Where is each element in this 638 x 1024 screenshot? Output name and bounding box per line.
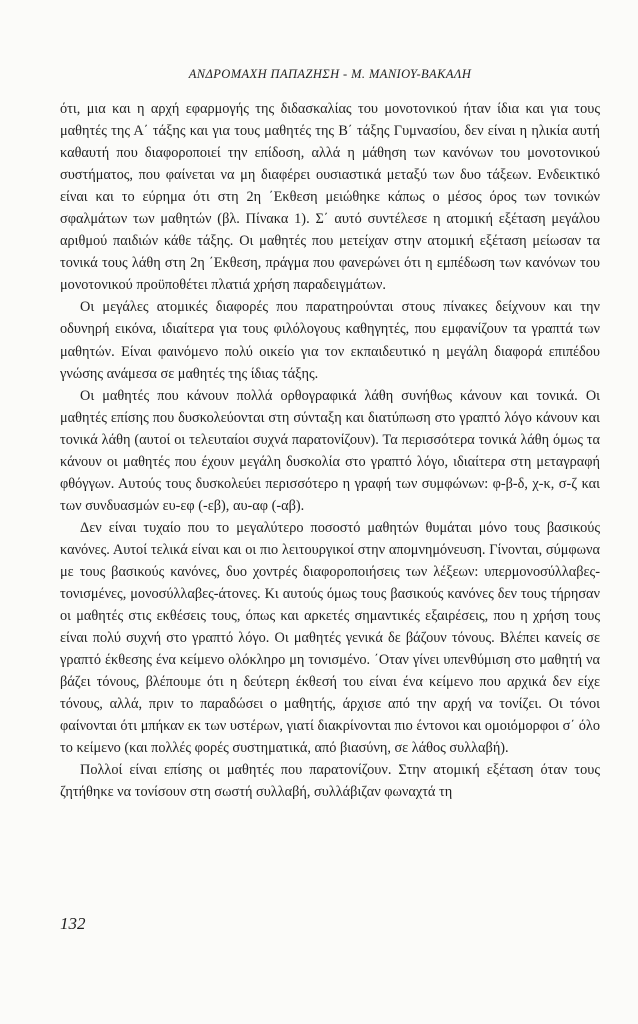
- paragraph: Οι μεγάλες ατομικές διαφορές που παρατηρούνται στους πίνακες δείχνουν και την οδυνηρή εικόνα, ιδιαίτερα για τους φιλόλογους καθηγητές, που εμφανίζουν τα γραπτά των μαθητών. Είναι φαινόμενο πολύ οικείο για τον εκπαιδευτικό η μεγάλη διαφορά επιπέδου γνώσης ανάμεσα σε μαθητές της ίδιας τάξης.: [60, 299, 600, 382]
- body-text: [60, 98, 600, 804]
- page-number: 132: [60, 914, 86, 933]
- paragraph: Πολλοί είναι επίσης οι μαθητές που παρατονίζουν. Στην ατομική εξέταση όταν τους ζητήθηκε να τονίσουν στη σωστή συλλαβή, συλλάβιζαν φωναχτά τη: [60, 762, 600, 801]
- paragraph: Οι μαθητές που κάνουν πολλά ορθογραφικά λάθη συνήθως κάνουν και τονικά. Οι μαθητές επίσης που δυσκολεύονται στη σύνταξη και διατύπωση στο γραπτό λόγο κάνουν και τονικά λάθη (αυτοί οι τελευταίοι συχνά παρατονίζουν). Τα περισσότερα τονικά λάθη όμως τα κάνουν οι μαθητές που έχουν μεγάλη δυσκολία στο γραπτό λόγο, ιδιαίτερα στη μεταγραφή φθόγγων. Αυτούς τους δυσκολεύει περισσότερο η γραφή των συμφώνων: φ-β-δ, χ-κ, σ-ζ και των συνδυασμών ευ-εφ (-εβ), αυ-αφ (-αβ).: [60, 387, 600, 514]
- running-header: ΑΝΔΡΟΜΑΧΗ ΠΑΠΑΖΗΣΗ - Μ. ΜΑΝΙΟΥ-ΒΑΚΑΛΗ: [188, 67, 472, 81]
- paragraph: Δεν είναι τυχαίο που το μεγαλύτερο ποσοστό μαθητών θυμάται μόνο τους βασικούς κανόνες. Αυτοί τελικά είναι και οι πιο λειτουργικοί στην απομνημόνευση. Γίνονται, σύμφωνα με τους βασικούς κανόνες, δυο χοντρές διαφοροποιήσεις των λέξεων: υπερμονοσύλλαβες-τονισμένες, μονοσύλλαβες-άτονες. Κι αυτούς όμως τους βασικούς κανόνες δεν τους τήρησαν οι μαθητές στις εκθέσεις τους, όπως και αρκετές σημαντικές εξαιρέσεις, που η χρήση τους είναι πολύ συχνή στο γραπτό λόγο. Οι μαθητές γενικά δε βάζουν τόνους. Βλέπει κανείς σε γραπτό έκθεσης ένα κείμενο ολόκληρο μη τονισμένο. ΄Οταν γίνει υπενθύμιση στο μαθητή να βάζει τόνους, βλέπουμε ότι η δεύτερη έκθεσή του είναι ένα κείμενο που αρχικά δεν είχε τόνους, αλλά, πριν το παραδώσει ο μαθητής, άρχισε από την αρχή να τονίζει. Οι τόνοι φαίνονται ότι μπήκαν εκ των υστέρων, γιατί διακρίνονται πιο έντονοι και ομοιόμορφοι σ΄ όλο το κείμενο (και πολλές φορές συστηματικά, από βιασύνη, σε λάθος συλλαβή).: [60, 519, 600, 757]
- paragraph: ότι, μια και η αρχή εφαρμογής της διδασκαλίας του μονοτονικού ήταν ίδια και για τους μαθητές της Α΄ τάξης και για τους μαθητές της Β΄ τάξης Γυμνασίου, δεν είναι η ηλικία αυτή καθαυτή που διαφοροποιεί την επίδοση, αλλά η μάθηση των κανόνων του μονοτονικού συστήματος, που φαίνεται να μη διαφέρει ουσιαστικά μεταξύ των δυο τάξεων. Ενδεικτικό είναι και το εύρημα ότι στη 2η ΄Εκθεση μειώθηκε κάπως ο μέσος όρος των τονικών σφαλμάτων των μαθητών (βλ. Πίνακα 1). Σ΄ αυτό συντέλεσε η ατομική εξέταση μεγάλου αριθμού παιδιών κάθε τάξης. Οι μαθητές που μετείχαν στην ατομική εξέταση μείωσαν τα τονικά τους λάθη στη 2η ΄Εκθεση, πράγμα που φανερώνει ότι η εμπέδωση των κανόνων του μονοτονικού προϋποθέτει πλατιά χρήση παραδειγμάτων.: [60, 101, 600, 294]
